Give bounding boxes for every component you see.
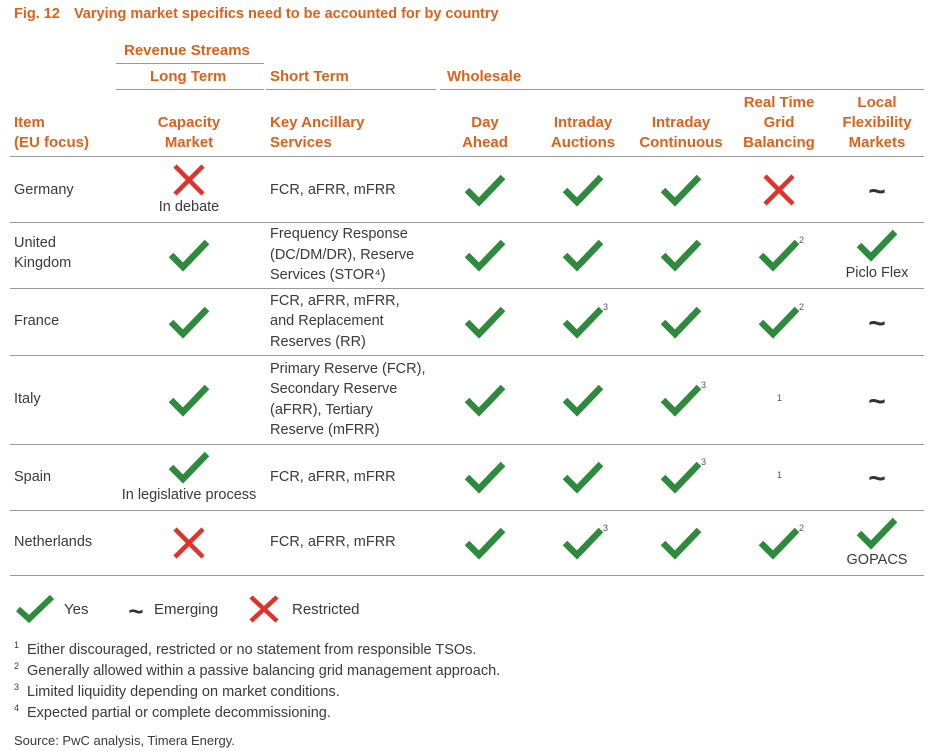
row-country bbox=[14, 311, 59, 332]
header-short-term: Short Term bbox=[270, 68, 349, 85]
check-icon bbox=[168, 238, 210, 272]
check-icon bbox=[464, 383, 506, 417]
footnote-mark: 3 bbox=[701, 379, 707, 390]
legend-yes: Yes bbox=[64, 601, 89, 618]
check-icon bbox=[660, 173, 702, 207]
check-icon bbox=[464, 238, 506, 272]
check-icon bbox=[562, 238, 604, 272]
check-icon bbox=[464, 526, 506, 560]
footnote-mark: 1 bbox=[777, 470, 783, 480]
row-ancillary-line: FCR, aFRR, mFRR bbox=[270, 181, 396, 198]
figure-number: Fig. 12 bbox=[14, 6, 60, 22]
footnote-mark: 3 bbox=[603, 301, 609, 312]
row-divider bbox=[10, 288, 924, 289]
tilde-icon: ~ bbox=[868, 175, 886, 208]
header-intraday-continuous-line1: Intraday bbox=[651, 114, 711, 131]
row-ancillary-line: Services (STOR⁴) bbox=[270, 267, 386, 284]
check-icon bbox=[464, 460, 506, 494]
legend-restricted: Restricted bbox=[292, 601, 360, 618]
header-long-term: Long Term bbox=[150, 68, 227, 85]
footnote-mark: 2 bbox=[799, 522, 805, 533]
header-ancillary-line2: Services bbox=[270, 134, 332, 151]
row-ancillary-line: and Replacement bbox=[270, 313, 384, 330]
tilde-icon: ~ bbox=[868, 306, 886, 340]
check-icon bbox=[660, 460, 702, 494]
check-icon bbox=[562, 460, 604, 494]
row-ancillary-line: (DC/DM/DR), Reserve bbox=[270, 246, 415, 263]
row-ancillary-line: FCR, aFRR, mFRR bbox=[270, 534, 396, 551]
row-country bbox=[14, 180, 74, 201]
header-item-line1: Item bbox=[14, 114, 45, 131]
footnote-text: Either discouraged, restricted or no statement from responsible TSOs. bbox=[27, 641, 477, 658]
header-realtime-line2: Grid bbox=[763, 114, 795, 131]
legend-emerging: Emerging bbox=[154, 601, 219, 618]
check-icon bbox=[660, 305, 702, 339]
check-icon bbox=[562, 383, 604, 417]
header-capacity-line1: Capacity bbox=[157, 114, 221, 131]
check-icon bbox=[856, 228, 898, 262]
check-icon bbox=[856, 516, 898, 550]
footnote-mark: 2 bbox=[799, 235, 805, 245]
row-divider bbox=[10, 355, 924, 356]
check-icon bbox=[562, 305, 604, 339]
header-intraday-auctions-line2: Auctions bbox=[550, 134, 616, 151]
figure-title-text: Varying market specifics need to be accounted for by country bbox=[73, 6, 499, 22]
row-ancillary-line: Reserve (mFRR) bbox=[270, 422, 380, 438]
divider-revenue bbox=[116, 63, 264, 64]
check-icon bbox=[758, 526, 800, 560]
check-icon bbox=[562, 173, 604, 207]
header-item-line2: (EU focus) bbox=[14, 134, 89, 151]
header-local-line2: Flexibility bbox=[842, 114, 912, 131]
footnote-number: 3 bbox=[14, 682, 20, 692]
row-ancillary-line: Secondary Reserve bbox=[270, 381, 398, 397]
row-ancillary-line: Reserves (RR) bbox=[270, 333, 366, 350]
legend-cross-icon bbox=[248, 594, 280, 624]
row-ancillary bbox=[270, 291, 400, 353]
local-note: Piclo Flex bbox=[845, 265, 909, 281]
footnote bbox=[14, 703, 331, 721]
row-country bbox=[14, 532, 92, 553]
legend-check-icon bbox=[15, 594, 55, 624]
row-ancillary-line: (aFRR), Tertiary bbox=[270, 401, 373, 418]
header-intraday-continuous bbox=[639, 113, 722, 153]
header-capacity-line2: Market bbox=[164, 134, 214, 151]
row-country-line: Netherlands bbox=[14, 534, 93, 551]
footnote-text: Limited liquidity depending on market conditions. bbox=[27, 683, 340, 700]
row-ancillary bbox=[270, 359, 425, 441]
row-ancillary bbox=[270, 180, 396, 201]
footnote-mark: 3 bbox=[603, 522, 609, 533]
header-divider bbox=[10, 156, 924, 157]
footnote-text: Generally allowed within a passive balancing grid management approach. bbox=[27, 662, 501, 679]
footnote-text: Expected partial or complete decommissioning. bbox=[27, 704, 331, 721]
header-intraday-auctions bbox=[551, 113, 615, 153]
header-capacity bbox=[158, 113, 221, 153]
check-icon bbox=[168, 305, 210, 339]
footnote-mark: 2 bbox=[799, 301, 805, 312]
footnote-number: 4 bbox=[14, 703, 20, 713]
row-country-line: Germany bbox=[14, 181, 74, 198]
row-country bbox=[14, 389, 41, 410]
footnote-mark: 1 bbox=[777, 392, 783, 403]
header-day-ahead-line2: Ahead bbox=[462, 134, 508, 151]
row-ancillary bbox=[270, 224, 414, 286]
header-realtime-line1: Real Time bbox=[743, 94, 815, 111]
row-country bbox=[14, 467, 51, 488]
source-note: Source: PwC analysis, Timera Energy. bbox=[14, 733, 235, 748]
row-country-line: France bbox=[14, 313, 60, 330]
cross-icon bbox=[168, 526, 210, 560]
legend-tilde-icon: ~ bbox=[128, 596, 144, 626]
row-ancillary-line: FCR, aFRR, mFRR, bbox=[270, 292, 400, 309]
header-item bbox=[14, 113, 89, 153]
header-realtime bbox=[743, 93, 815, 153]
check-icon bbox=[660, 383, 702, 417]
check-icon bbox=[758, 305, 800, 339]
row-divider bbox=[10, 444, 924, 445]
check-icon bbox=[464, 173, 506, 207]
footnote bbox=[14, 682, 340, 700]
tilde-icon: ~ bbox=[868, 384, 886, 418]
row-country-line: United bbox=[14, 234, 56, 251]
check-icon bbox=[660, 238, 702, 272]
row-ancillary bbox=[270, 532, 396, 553]
row-ancillary bbox=[270, 467, 396, 488]
footnote-number: 1 bbox=[14, 640, 20, 650]
row-divider bbox=[10, 510, 924, 511]
divider-long-term bbox=[116, 89, 264, 90]
local-note: GOPACS bbox=[846, 552, 908, 568]
footnote-number: 2 bbox=[14, 661, 20, 671]
header-ancillary bbox=[270, 113, 365, 153]
check-icon bbox=[660, 526, 702, 560]
cross-icon bbox=[758, 173, 800, 207]
header-revenue-streams: Revenue Streams bbox=[124, 42, 250, 59]
row-ancillary-line: Primary Reserve (FCR), bbox=[270, 360, 426, 377]
row-ancillary-line: FCR, aFRR, mFRR bbox=[270, 468, 396, 485]
check-icon bbox=[464, 305, 506, 339]
footnote bbox=[14, 661, 500, 679]
row-country-line: Kingdom bbox=[14, 255, 72, 271]
check-icon bbox=[168, 383, 210, 417]
header-local bbox=[842, 93, 911, 153]
header-day-ahead bbox=[462, 113, 508, 153]
header-local-line1: Local bbox=[857, 94, 897, 111]
row-country bbox=[14, 233, 71, 274]
footnote bbox=[14, 640, 476, 658]
row-ancillary-line: Frequency Response bbox=[270, 226, 408, 243]
check-icon bbox=[562, 526, 604, 560]
check-icon bbox=[758, 238, 800, 272]
header-wholesale: Wholesale bbox=[447, 68, 522, 85]
capacity-note: In legislative process bbox=[121, 487, 257, 503]
capacity-note: In debate bbox=[158, 199, 220, 215]
row-country-line: Spain bbox=[14, 468, 52, 485]
row-divider bbox=[10, 222, 924, 223]
row-divider bbox=[10, 575, 924, 576]
divider-wholesale bbox=[440, 89, 924, 90]
cross-icon bbox=[168, 163, 210, 197]
header-intraday-continuous-line2: Continuous bbox=[639, 134, 723, 151]
header-day-ahead-line1: Day bbox=[471, 114, 499, 131]
footnote-mark: 3 bbox=[701, 457, 707, 467]
header-realtime-line3: Balancing bbox=[743, 134, 815, 151]
header-ancillary-line1: Key Ancillary bbox=[270, 114, 365, 131]
check-icon bbox=[168, 450, 210, 484]
figure-title bbox=[14, 6, 499, 22]
header-local-line3: Markets bbox=[848, 134, 906, 151]
header-intraday-auctions-line1: Intraday bbox=[553, 114, 613, 131]
divider-short-term bbox=[266, 89, 436, 90]
row-country-line: Italy bbox=[14, 391, 41, 408]
tilde-icon: ~ bbox=[868, 462, 886, 495]
